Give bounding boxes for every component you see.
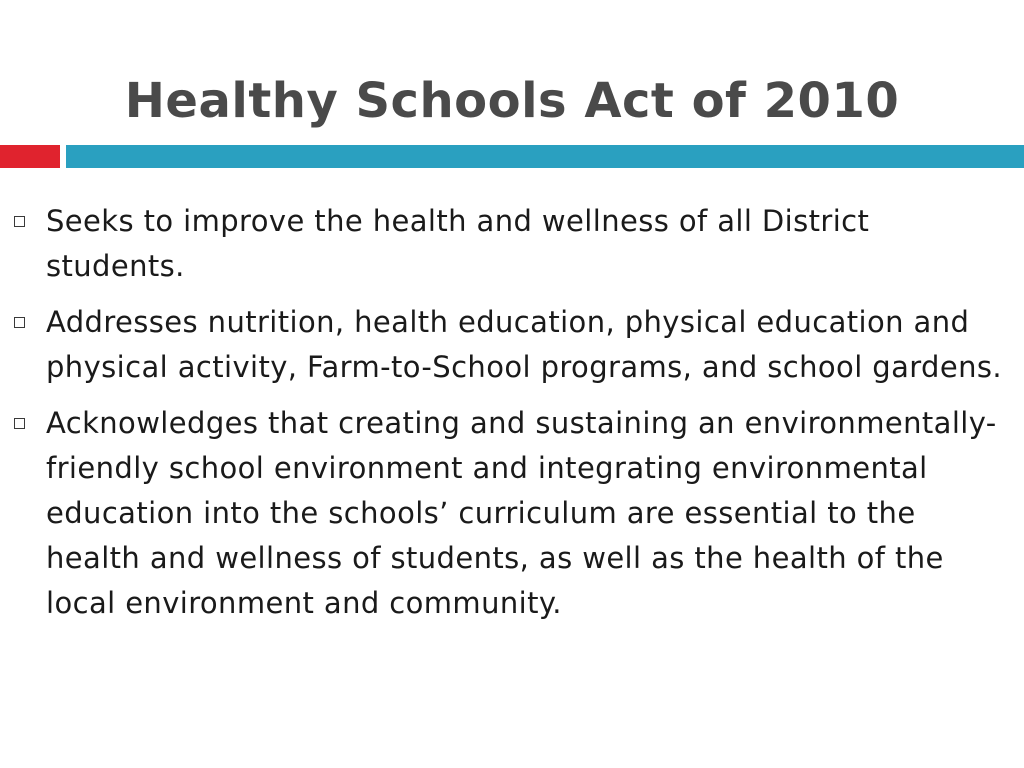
bullet-list <box>0 199 1024 637</box>
bullet-item <box>0 401 1024 626</box>
bullet-text: Addresses nutrition, health education, physical education and physical activity, Farm-to-School programs, and school gardens. <box>46 305 1003 384</box>
slide-title: Healthy Schools Act of 2010 <box>124 73 900 129</box>
square-bullet-icon <box>14 418 25 429</box>
square-bullet-icon <box>14 317 25 328</box>
bullet-item <box>0 300 1024 390</box>
bullet-text: Acknowledges that creating and sustaining an environmentally-friendly school environment and integrating environmental education into the schools’ curriculum are essential to the health and wellness of students, as well as the health of the local environment and community. <box>46 406 997 620</box>
square-bullet-icon <box>14 216 25 227</box>
title-rule-red <box>0 145 60 168</box>
bullet-text: Seeks to improve the health and wellness of all District students. <box>46 204 870 283</box>
title-rule-blue <box>66 145 1024 168</box>
bullet-item <box>0 199 1024 289</box>
